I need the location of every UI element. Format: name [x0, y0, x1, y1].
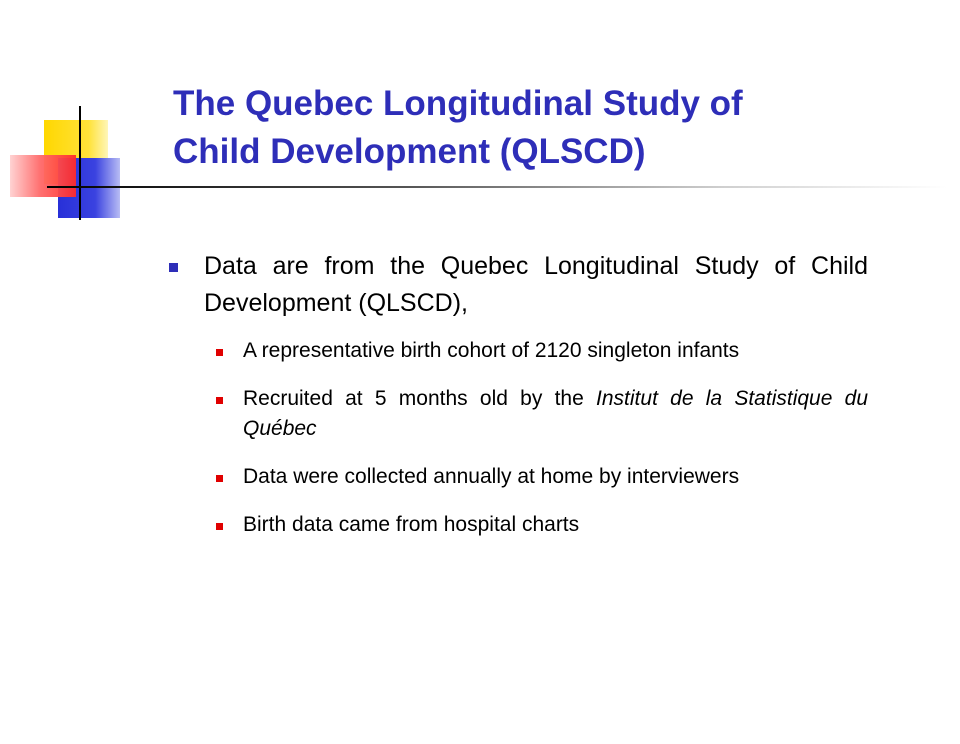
title-underline-rule	[47, 186, 947, 188]
main-bullet-item	[168, 248, 868, 322]
sub-bullet-text: A representative birth cohort of 2120 singleton infants	[243, 339, 740, 362]
small-square-bullet-icon	[216, 397, 223, 404]
sub-bullet-item	[168, 462, 868, 492]
sub-bullet-text: Birth data came from hospital charts	[243, 513, 580, 536]
slide-body	[168, 248, 868, 558]
sub-bullet-item	[168, 384, 868, 444]
sub-bullet-text-plain: Recruited at 5 months old by the	[243, 387, 597, 410]
small-square-bullet-icon	[216, 349, 223, 356]
sub-bullet-item	[168, 510, 868, 540]
small-square-bullet-icon	[216, 475, 223, 482]
sub-bullet-text: Data were collected annually at home by interviewers	[243, 465, 740, 488]
title-line-2: Child Development (QLSCD)	[173, 132, 646, 171]
title-line-1: The Quebec Longitudinal Study of	[173, 84, 743, 123]
sub-bullet-text	[216, 384, 868, 444]
slide-title	[173, 80, 913, 176]
small-square-bullet-icon	[216, 523, 223, 530]
sub-bullet-list	[168, 336, 868, 540]
square-bullet-icon	[169, 263, 178, 272]
yellow-square-decoration	[44, 120, 108, 184]
vertical-rule	[79, 106, 81, 220]
red-bar-decoration	[10, 155, 76, 197]
main-bullet-text: Data are from the Quebec Longitudinal Study of Child Development (QLSCD),	[204, 252, 868, 317]
sub-bullet-item	[168, 336, 868, 366]
blue-square-decoration	[58, 158, 120, 218]
sub-bullet-text-italic: Institut de la Statistique du Québec	[243, 387, 869, 440]
